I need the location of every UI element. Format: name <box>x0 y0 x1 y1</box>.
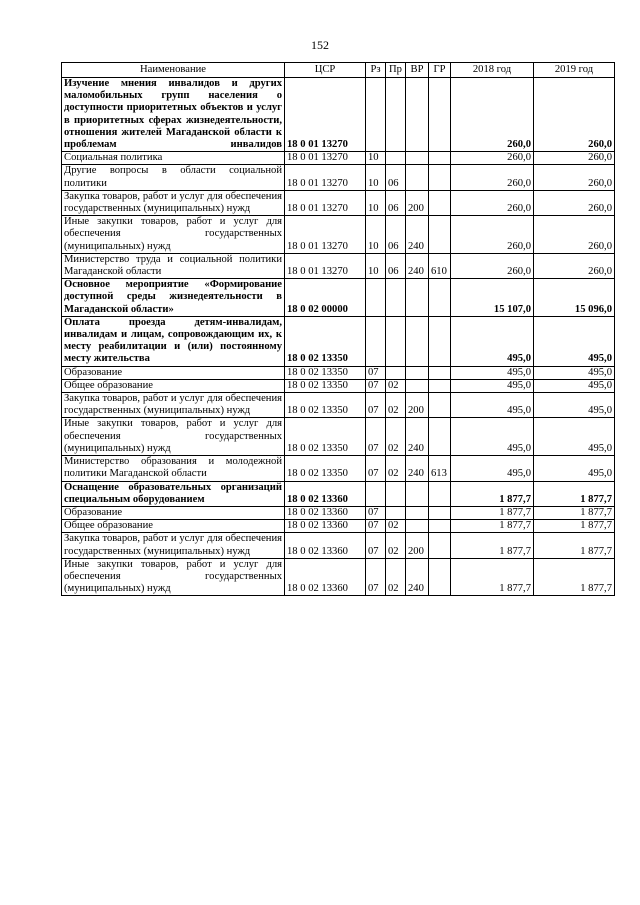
row-vr: 240 <box>406 558 429 596</box>
row-2019: 260,0 <box>534 78 615 152</box>
row-csr: 18 0 02 13350 <box>285 379 366 392</box>
header-vr: ВР <box>406 63 429 78</box>
row-2018: 260,0 <box>451 253 534 278</box>
row-csr: 18 0 02 00000 <box>285 279 366 317</box>
table-row <box>62 418 615 456</box>
row-csr: 18 0 02 13350 <box>285 366 366 379</box>
row-name: Министерство образования и молодежной политики Магаданской области <box>62 456 285 481</box>
row-2018: 495,0 <box>451 366 534 379</box>
row-2018: 495,0 <box>451 393 534 418</box>
table-row <box>62 379 615 392</box>
row-csr: 18 0 02 13360 <box>285 533 366 558</box>
header-gr: ГР <box>429 63 451 78</box>
row-2018: 15 107,0 <box>451 279 534 317</box>
row-name: Основное мероприятие «Формирование доступной среды жизнедеятельности в Магаданской области» <box>62 279 285 317</box>
row-rz: 10 <box>366 190 386 215</box>
row-pr <box>386 481 406 506</box>
row-2019: 495,0 <box>534 418 615 456</box>
row-2019: 495,0 <box>534 316 615 366</box>
row-pr <box>386 366 406 379</box>
header-2018: 2018 год <box>451 63 534 78</box>
row-vr <box>406 481 429 506</box>
row-pr: 02 <box>386 533 406 558</box>
table-row <box>62 393 615 418</box>
row-rz: 07 <box>366 558 386 596</box>
row-vr <box>406 279 429 317</box>
row-csr: 18 0 02 13360 <box>285 520 366 533</box>
row-gr <box>429 152 451 165</box>
row-2018: 1 877,7 <box>451 533 534 558</box>
table-row <box>62 216 615 254</box>
row-gr <box>429 216 451 254</box>
table-row <box>62 316 615 366</box>
header-csr: ЦСР <box>285 63 366 78</box>
row-pr: 06 <box>386 216 406 254</box>
row-2019: 1 877,7 <box>534 506 615 519</box>
row-2019: 15 096,0 <box>534 279 615 317</box>
row-gr <box>429 165 451 190</box>
row-gr <box>429 393 451 418</box>
row-2018: 495,0 <box>451 316 534 366</box>
row-2019: 495,0 <box>534 393 615 418</box>
table-row <box>62 533 615 558</box>
row-2018: 260,0 <box>451 165 534 190</box>
table-row <box>62 456 615 481</box>
row-pr: 06 <box>386 190 406 215</box>
row-name: Иные закупки товаров, работ и услуг для обеспечения государственных (муниципальных) нужд <box>62 418 285 456</box>
row-name: Оснащение образовательных организаций специальным оборудованием <box>62 481 285 506</box>
row-gr <box>429 558 451 596</box>
row-name: Общее образование <box>62 520 285 533</box>
row-name: Министерство труда и социальной политики Магаданской области <box>62 253 285 278</box>
row-2018: 1 877,7 <box>451 506 534 519</box>
row-vr <box>406 379 429 392</box>
row-name: Образование <box>62 366 285 379</box>
row-name: Закупка товаров, работ и услуг для обеспечения государственных (муниципальных) нужд <box>62 190 285 215</box>
row-gr <box>429 190 451 215</box>
row-rz: 07 <box>366 533 386 558</box>
row-csr: 18 0 02 13360 <box>285 506 366 519</box>
row-csr: 18 0 02 13360 <box>285 481 366 506</box>
header-rz: Рз <box>366 63 386 78</box>
row-2018: 1 877,7 <box>451 520 534 533</box>
row-vr <box>406 520 429 533</box>
row-2019: 260,0 <box>534 253 615 278</box>
row-2018: 260,0 <box>451 190 534 215</box>
header-2019: 2019 год <box>534 63 615 78</box>
row-pr: 02 <box>386 558 406 596</box>
row-rz <box>366 481 386 506</box>
table-row <box>62 366 615 379</box>
row-csr: 18 0 02 13350 <box>285 418 366 456</box>
row-rz: 10 <box>366 216 386 254</box>
table-row <box>62 558 615 596</box>
row-pr <box>386 316 406 366</box>
row-pr <box>386 78 406 152</box>
row-name: Образование <box>62 506 285 519</box>
row-rz: 07 <box>366 393 386 418</box>
row-rz: 10 <box>366 165 386 190</box>
row-name: Изучение мнения инвалидов и других маломобильных групп населения о доступности приоритетных объектов и услуг в приоритетных сферах жизнедеятельности, отношения жителей Магаданской области к проблемам инвалидов <box>62 78 285 152</box>
row-gr <box>429 279 451 317</box>
row-name: Оплата проезда детям-инвалидам, инвалидам и лицам, сопровождающим их, к месту реабилитации и (или) постоянному месту жительства <box>62 316 285 366</box>
row-2019: 1 877,7 <box>534 533 615 558</box>
row-pr <box>386 152 406 165</box>
row-csr: 18 0 01 13270 <box>285 152 366 165</box>
row-pr: 02 <box>386 418 406 456</box>
table-header-row <box>62 63 615 78</box>
row-csr: 18 0 02 13350 <box>285 393 366 418</box>
table-row <box>62 190 615 215</box>
row-vr <box>406 366 429 379</box>
row-csr: 18 0 01 13270 <box>285 165 366 190</box>
row-pr: 02 <box>386 393 406 418</box>
row-csr: 18 0 02 13350 <box>285 456 366 481</box>
table-row <box>62 506 615 519</box>
row-pr: 02 <box>386 520 406 533</box>
row-vr: 240 <box>406 418 429 456</box>
header-name: Наименование <box>62 63 285 78</box>
budget-table <box>61 62 615 596</box>
row-2018: 1 877,7 <box>451 481 534 506</box>
row-gr <box>429 506 451 519</box>
row-vr: 240 <box>406 253 429 278</box>
row-pr: 02 <box>386 379 406 392</box>
table-row <box>62 165 615 190</box>
row-gr <box>429 520 451 533</box>
row-csr: 18 0 02 13350 <box>285 316 366 366</box>
row-gr <box>429 481 451 506</box>
row-name: Иные закупки товаров, работ и услуг для обеспечения государственных (муниципальных) нужд <box>62 558 285 596</box>
row-vr: 200 <box>406 190 429 215</box>
row-2019: 1 877,7 <box>534 520 615 533</box>
row-rz <box>366 78 386 152</box>
header-pr: Пр <box>386 63 406 78</box>
row-pr <box>386 506 406 519</box>
row-2018: 495,0 <box>451 379 534 392</box>
row-2019: 495,0 <box>534 379 615 392</box>
row-rz: 07 <box>366 418 386 456</box>
row-name: Социальная политика <box>62 152 285 165</box>
row-2018: 260,0 <box>451 78 534 152</box>
row-name: Закупка товаров, работ и услуг для обеспечения государственных (муниципальных) нужд <box>62 393 285 418</box>
row-vr <box>406 78 429 152</box>
row-csr: 18 0 01 13270 <box>285 78 366 152</box>
row-2019: 260,0 <box>534 190 615 215</box>
row-pr: 06 <box>386 253 406 278</box>
table-row <box>62 481 615 506</box>
table-row <box>62 152 615 165</box>
row-rz: 07 <box>366 379 386 392</box>
row-2018: 495,0 <box>451 418 534 456</box>
row-2018: 495,0 <box>451 456 534 481</box>
row-pr <box>386 279 406 317</box>
row-gr <box>429 366 451 379</box>
row-name: Закупка товаров, работ и услуг для обеспечения государственных (муниципальных) нужд <box>62 533 285 558</box>
row-2019: 495,0 <box>534 366 615 379</box>
row-vr: 200 <box>406 533 429 558</box>
row-rz <box>366 316 386 366</box>
row-rz: 07 <box>366 456 386 481</box>
row-pr: 06 <box>386 165 406 190</box>
table-row <box>62 78 615 152</box>
row-rz: 07 <box>366 366 386 379</box>
row-csr: 18 0 01 13270 <box>285 253 366 278</box>
row-vr <box>406 152 429 165</box>
page-number: 152 <box>311 38 329 52</box>
row-name: Иные закупки товаров, работ и услуг для обеспечения государственных (муниципальных) нужд <box>62 216 285 254</box>
table-row <box>62 520 615 533</box>
row-vr: 200 <box>406 393 429 418</box>
row-2019: 1 877,7 <box>534 558 615 596</box>
row-2019: 260,0 <box>534 152 615 165</box>
row-2019: 1 877,7 <box>534 481 615 506</box>
row-name: Другие вопросы в области социальной политики <box>62 165 285 190</box>
row-gr <box>429 379 451 392</box>
row-vr: 240 <box>406 216 429 254</box>
row-gr: 610 <box>429 253 451 278</box>
row-gr <box>429 533 451 558</box>
row-gr <box>429 316 451 366</box>
row-2019: 260,0 <box>534 216 615 254</box>
row-rz: 07 <box>366 520 386 533</box>
row-2018: 260,0 <box>451 152 534 165</box>
row-2019: 260,0 <box>534 165 615 190</box>
row-2018: 260,0 <box>451 216 534 254</box>
row-rz: 10 <box>366 253 386 278</box>
row-2019: 495,0 <box>534 456 615 481</box>
table-row <box>62 253 615 278</box>
row-rz: 07 <box>366 506 386 519</box>
row-vr <box>406 316 429 366</box>
row-csr: 18 0 02 13360 <box>285 558 366 596</box>
row-vr <box>406 165 429 190</box>
row-vr: 240 <box>406 456 429 481</box>
row-gr: 613 <box>429 456 451 481</box>
row-name: Общее образование <box>62 379 285 392</box>
row-2018: 1 877,7 <box>451 558 534 596</box>
row-rz: 10 <box>366 152 386 165</box>
row-pr: 02 <box>386 456 406 481</box>
row-rz <box>366 279 386 317</box>
row-csr: 18 0 01 13270 <box>285 190 366 215</box>
row-csr: 18 0 01 13270 <box>285 216 366 254</box>
row-gr <box>429 418 451 456</box>
row-gr <box>429 78 451 152</box>
row-vr <box>406 506 429 519</box>
table-row <box>62 279 615 317</box>
